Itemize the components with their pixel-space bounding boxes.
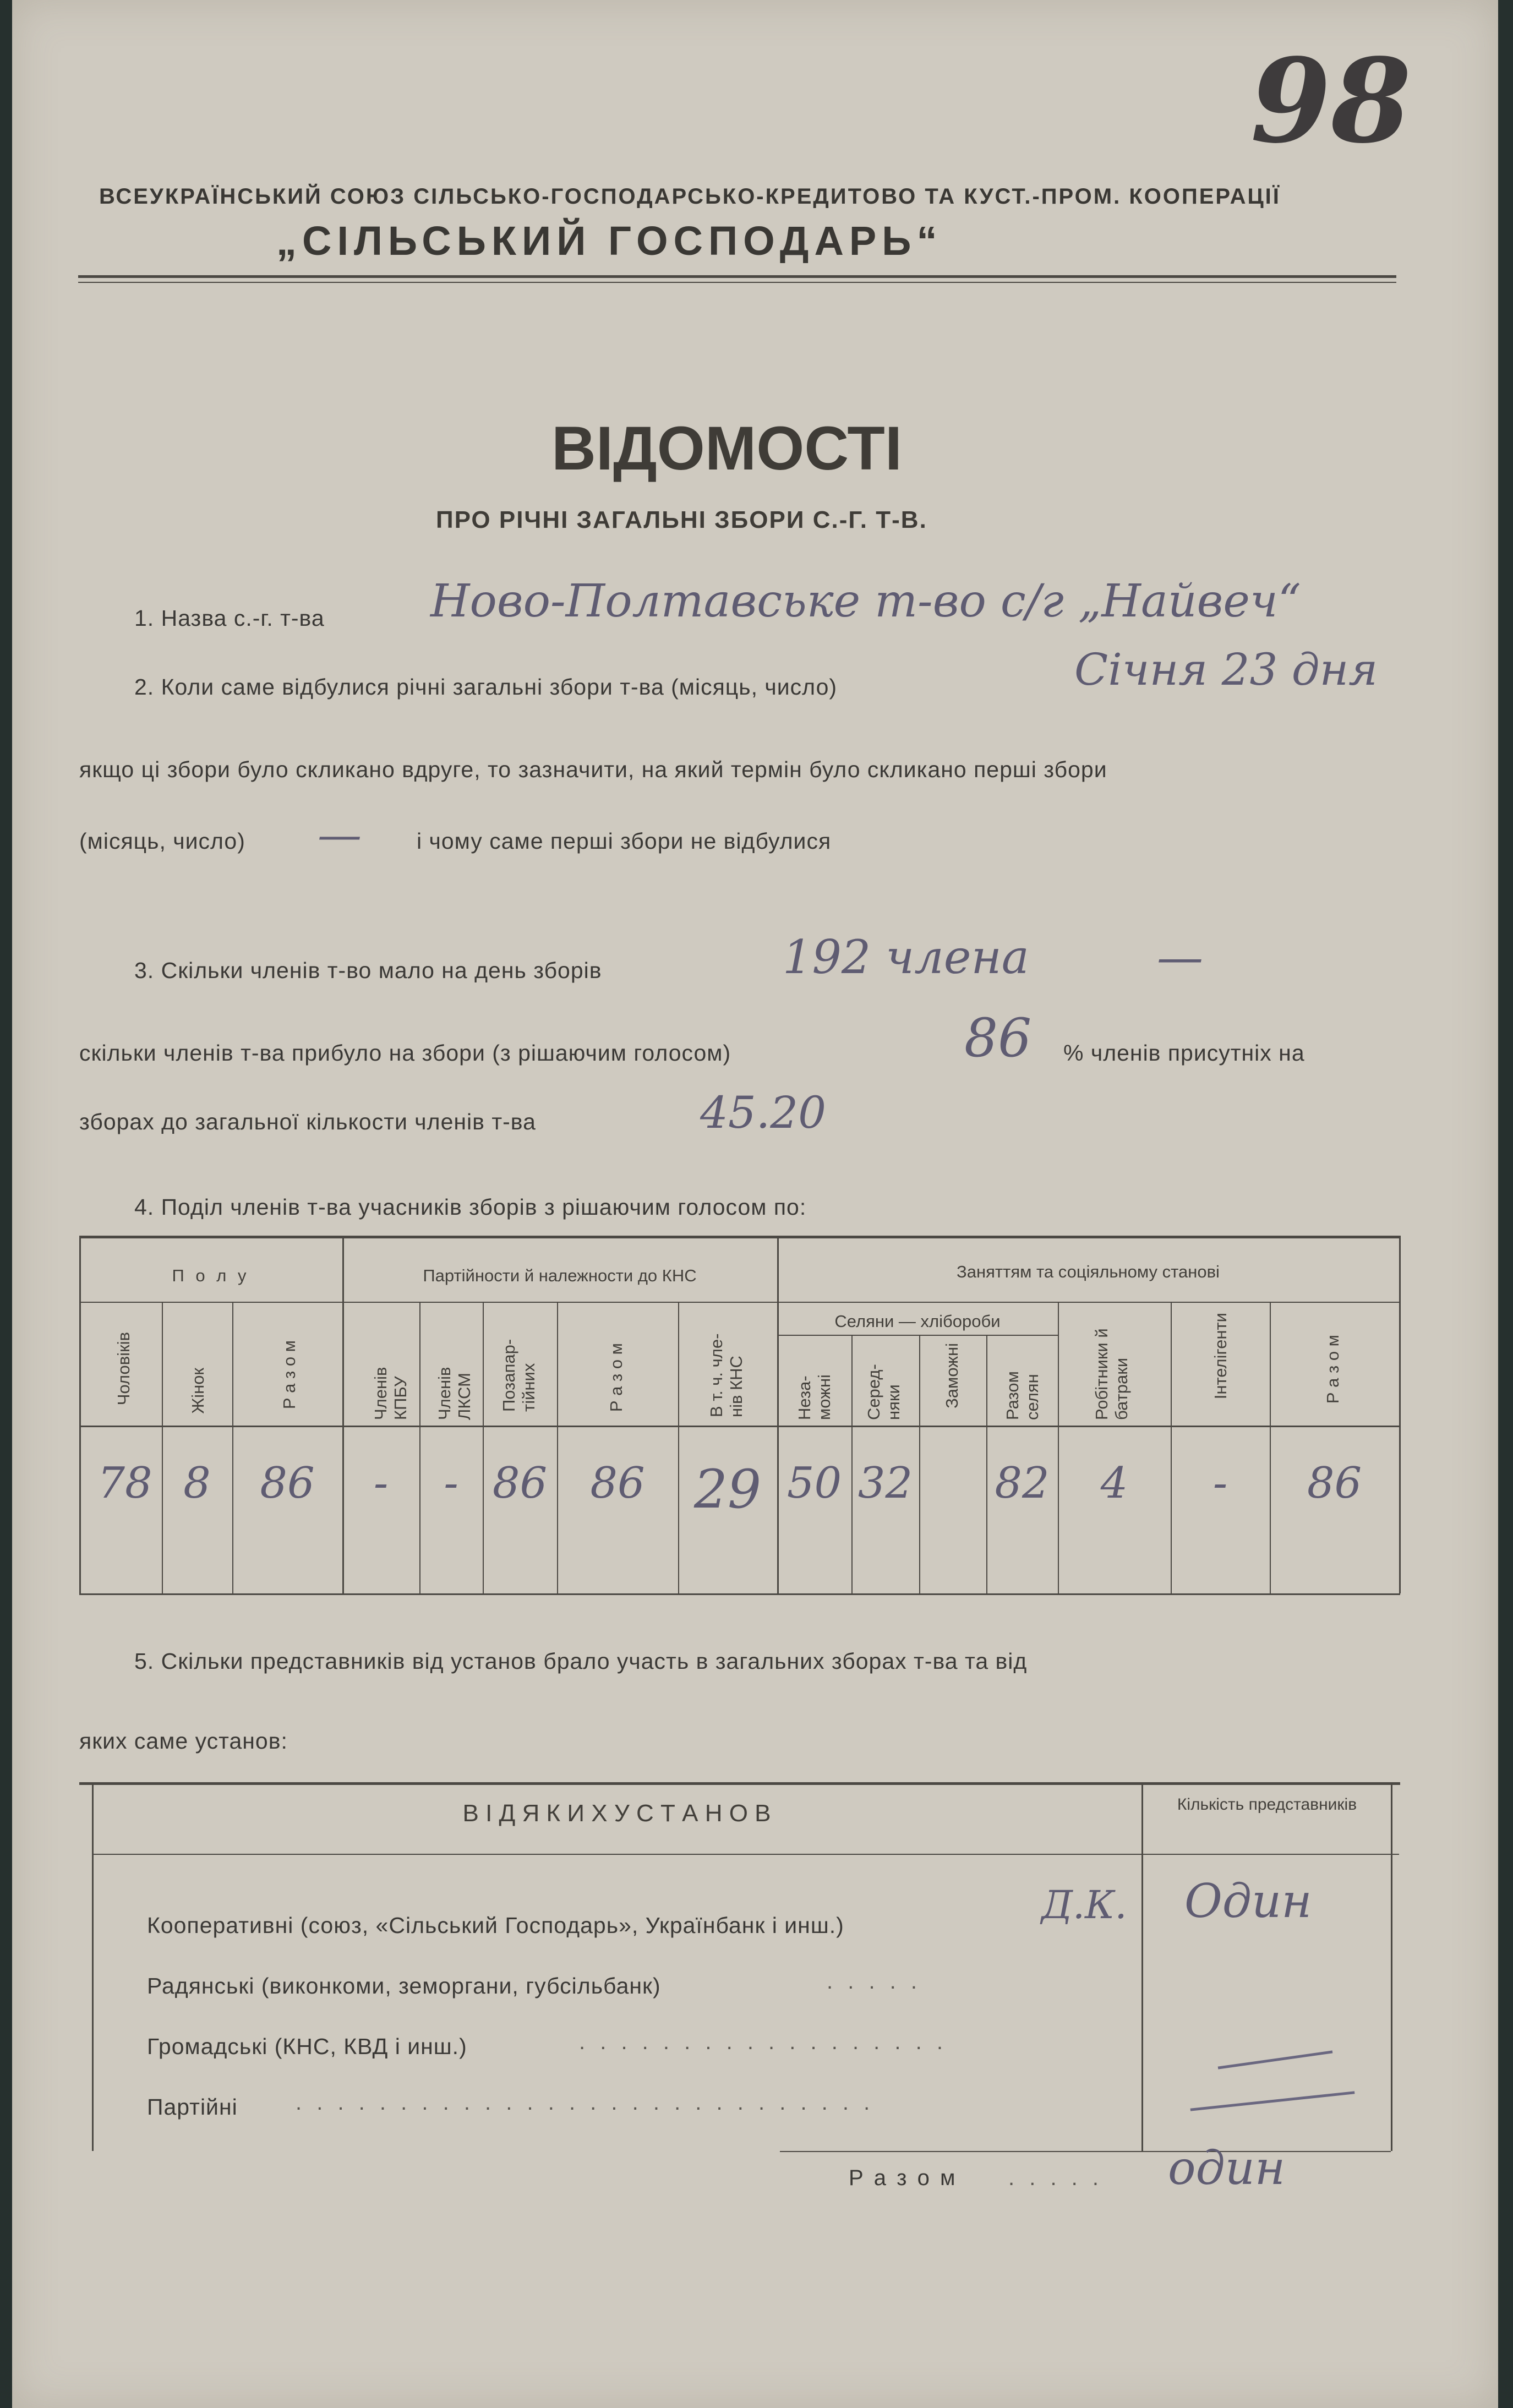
q3-line2-a: скільки членів т-ва прибуло на збори (з рішаючим голосом): [79, 1040, 731, 1066]
document-page: [12, 0, 1498, 2408]
table2-col-sep: [1141, 1782, 1143, 2151]
table1-subrule: [342, 1302, 777, 1303]
col-header: Р а з о м: [607, 1343, 626, 1412]
group-occupation: Заняттям та соціяльному станові: [957, 1262, 1220, 1281]
table2-border-right: [1391, 1782, 1392, 2151]
col-header: Членів КПБУ: [371, 1367, 410, 1420]
col-header: Р а з о м: [280, 1340, 299, 1410]
table1-top-rule: [79, 1236, 1400, 1238]
row-label-public: Громадські (КНС, КВД і инш.): [147, 2034, 467, 2059]
q3-answer: 192 члена: [783, 930, 1029, 984]
table1-col-div: [1171, 1302, 1172, 1593]
col-header: Позапар-тійних: [499, 1339, 538, 1412]
table1-bottom-rule: [79, 1593, 1400, 1595]
archive-number: 98: [1250, 33, 1412, 169]
dash-mark: [1190, 2091, 1355, 2111]
table2-header-institutions: В І Д Я К И Х У С Т А Н О В: [462, 1800, 771, 1827]
q5-line2: яких саме установ:: [79, 1728, 288, 1754]
table1-subrule: [79, 1302, 342, 1303]
table1-col-div: [1270, 1302, 1271, 1593]
subgroup-peasants: Селяни — хлібороби: [834, 1312, 1001, 1331]
q3-line3-answer: 45.20: [700, 1087, 827, 1138]
table1-col-div: [919, 1335, 920, 1593]
table1-col-div: [162, 1302, 163, 1593]
q2-label: 2. Коли саме відбулися річні загальні збори т-ва (місяць, число): [134, 674, 838, 700]
total-value: один: [1168, 2141, 1286, 2195]
table-cell: 50: [786, 1459, 842, 1508]
col-header: Заможні: [942, 1343, 962, 1408]
col-header: Неза-можні: [795, 1374, 834, 1420]
group-sex: П о л у: [172, 1266, 250, 1285]
table1-col-div: [557, 1302, 558, 1593]
q3-dash: —: [1157, 930, 1203, 984]
table1-border-right: [1399, 1236, 1401, 1593]
leader-dots: . . . . .: [827, 1969, 922, 1994]
row-label-soviet: Радянські (виконкоми, земоргани, губсільбанк): [147, 1973, 661, 1999]
col-header: Серед-няки: [864, 1364, 903, 1420]
leader-dots: . . . . . . . . . . . . . . . . . .: [579, 2030, 947, 2054]
row-note-cooperative: Д.К.: [1041, 1882, 1127, 1928]
col-header: Членів ЛКСМ: [435, 1367, 474, 1420]
table-cell: 86: [492, 1459, 548, 1508]
group-party: Партійности й належности до КНС: [423, 1266, 697, 1285]
row-label-party: Партійні: [147, 2094, 238, 2120]
table1-subrule: [777, 1335, 1058, 1336]
q1-answer: Ново-Полтавське т-во с/г „Найвеч“: [430, 575, 1301, 627]
dash-mark: [1218, 2050, 1333, 2069]
q3-label: 3. Скільки членів т-во мало на день зборів: [134, 958, 602, 983]
table-cell: -: [373, 1459, 389, 1508]
q2-line2: якщо ці збори було скликано вдруге, то зазначити, на який термін було скликано перші збори: [79, 757, 1107, 782]
q2-line3-b: і чому саме перші збори не відбулися: [417, 828, 832, 854]
table-cell: 4: [1100, 1459, 1128, 1508]
row-count-cooperative: Один: [1184, 1874, 1312, 1928]
col-header: Жінок: [188, 1368, 207, 1414]
page-subtitle: ПРО РІЧНІ ЗАГАЛЬНІ ЗБОРИ С.-Г. Т-В.: [436, 506, 927, 533]
table1-subrule: [777, 1302, 1399, 1303]
q3-line2-b: % членів присутніх на: [1063, 1040, 1305, 1066]
row-label-cooperative: Кооперативні (союз, «Сільський Господарь», Українбанк і инш.): [147, 1913, 844, 1938]
table-cell: -: [1212, 1459, 1228, 1508]
table-cell: 86: [260, 1459, 315, 1508]
q3-line3: зборах до загальної кількости членів т-ва: [79, 1109, 536, 1134]
table-cell: 32: [857, 1459, 913, 1508]
q1-label: 1. Назва с.-г. т-ва: [134, 605, 325, 631]
q3-line2-answer: 86: [964, 1007, 1032, 1069]
col-header: Р а з о м: [1323, 1335, 1342, 1404]
total-label: Р а з о м: [849, 2166, 958, 2190]
union-name: „СІЛЬСЬКИЙ ГОСПОДАРЬ“: [276, 218, 943, 264]
table-cell: 29: [693, 1459, 762, 1520]
table1-col-div: [1058, 1302, 1059, 1593]
q2-line3-a: (місяць, число): [79, 828, 245, 854]
table-cell: 78: [97, 1459, 152, 1508]
table1-header-rule: [79, 1426, 1400, 1427]
table2-top-rule: [79, 1782, 1400, 1785]
header-rule-1: [78, 275, 1396, 278]
table1-sep: [777, 1236, 779, 1593]
table1-col-div: [232, 1302, 233, 1593]
table2-header-rule: [92, 1854, 1399, 1855]
union-line: ВСЕУКРАЇНСЬКИЙ СОЮЗ СІЛЬСЬКО-ГОСПОДАРСЬКО-КРЕДИТОВО ТА КУСТ.-ПРОМ. КООПЕРАЦІЇ: [99, 184, 1281, 209]
table1-col-div: [419, 1302, 420, 1593]
page-title: ВІДОМОСТІ: [551, 414, 902, 483]
table-cell: 86: [590, 1459, 645, 1508]
col-header: Чоловіків: [114, 1332, 133, 1406]
table1-col-div: [483, 1302, 484, 1593]
q5-label: 5. Скільки представників від установ брало участь в загальних зборах т-ва та від: [134, 1648, 1028, 1674]
table-cell: -: [444, 1459, 458, 1508]
table2-total-rule: [780, 2151, 1391, 2152]
leader-dots: . . . . . . . . . . . . . . . . . . . . . . . . . . . .: [296, 2090, 875, 2115]
table2-border-left: [92, 1782, 94, 2151]
table1-border-left: [79, 1236, 81, 1593]
col-header: В т. ч. чле-нів КНС: [707, 1333, 746, 1417]
table2-header-count: Кількість представників: [1177, 1795, 1357, 1814]
header-rule-2: [78, 282, 1396, 283]
col-header: Разом селян: [1003, 1371, 1042, 1420]
table-cell: 8: [183, 1459, 211, 1508]
col-header: Робітники й батраки: [1092, 1328, 1131, 1420]
leader-dots: . . . . .: [1008, 2166, 1104, 2190]
table1-col-div: [678, 1302, 679, 1593]
q2-answer: Січня 23 дня: [1074, 644, 1378, 695]
q4-label: 4. Поділ членів т-ва учасників зборів з рішаючим голосом по:: [134, 1194, 807, 1220]
q2-line3-answer: —: [318, 809, 362, 860]
table-cell: 86: [1307, 1459, 1362, 1508]
table-cell: 82: [995, 1459, 1050, 1508]
table1-sep: [342, 1236, 344, 1593]
col-header: Інтелігенти: [1211, 1313, 1230, 1400]
